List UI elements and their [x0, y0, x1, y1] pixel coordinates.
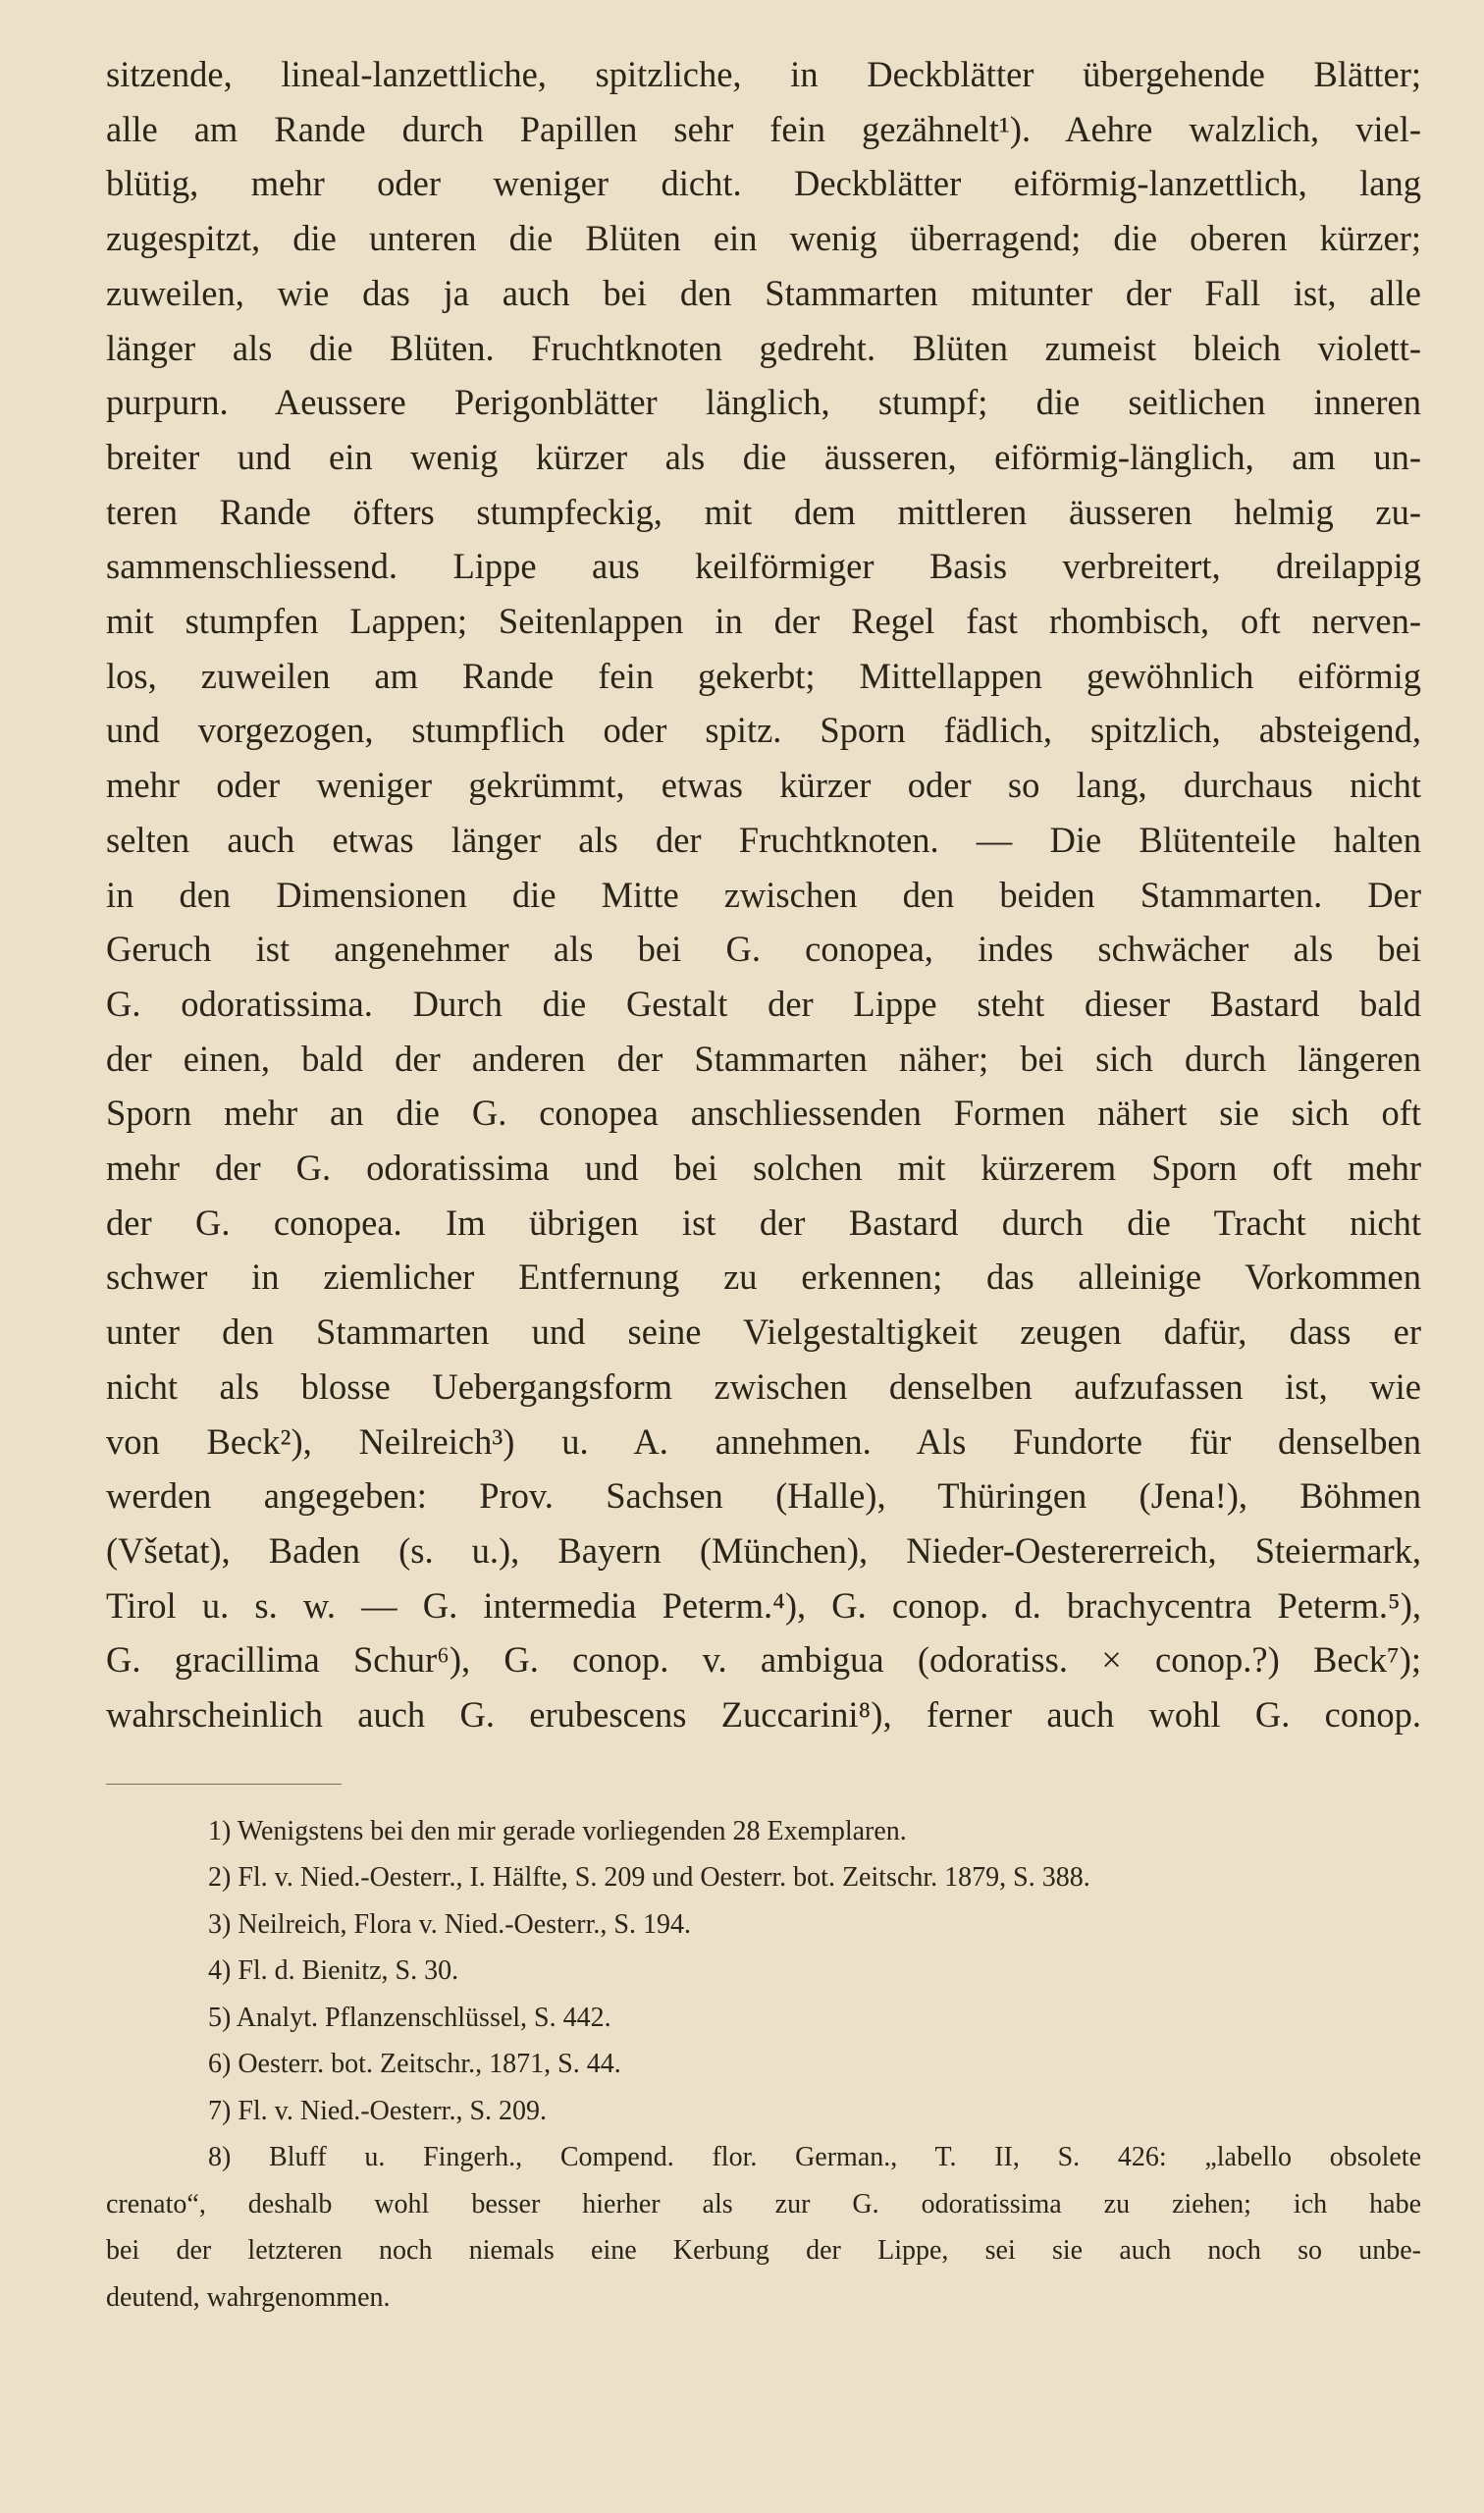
footnote-line: crenato“, deshalb wohl besser hierher als zur G. odoratissima zu ziehen; ich habe [106, 2188, 1421, 2219]
text-line: in den Dimensionen die Mitte zwischen den beiden Stammarten. Der [106, 874, 1421, 915]
footnote-line: bei der letzteren noch niemals eine Kerbung der Lippe, sei sie auch noch so unbe- [106, 2235, 1421, 2267]
text-line: mehr der G. odoratissima und bei solchen mit kürzerem Sporn oft mehr [106, 1148, 1421, 1189]
text-line: der einen, bald der anderen der Stammarten näher; bei sich durch längeren [106, 1038, 1421, 1079]
footnote: 2) Fl. v. Nied.-Oesterr., I. Hälfte, S. 209 und Oesterr. bot. Zeitschr. 1879, S. 388. [208, 1862, 1090, 1894]
text-line: zugespitzt, die unteren die Blüten ein wenig überragend; die oberen kürzer; [106, 218, 1421, 259]
footnote-line: deutend, wahrgenommen. [106, 2281, 391, 2313]
book-page [106, 47, 1421, 2321]
text-line: Sporn mehr an die G. conopea anschliessenden Formen nähert sie sich oft [106, 1093, 1421, 1134]
text-line: G. odoratissima. Durch die Gestalt der Lippe steht dieser Bastard bald [106, 983, 1421, 1024]
footnotes [106, 1808, 1421, 2322]
text-line: los, zuweilen am Rande fein gekerbt; Mittellappen gewöhnlich eiförmig [106, 655, 1421, 696]
text-line: alle am Rande durch Papillen sehr fein gezähnelt¹). Aehre walzlich, viel- [106, 108, 1421, 149]
footnote-8 [106, 2134, 1421, 2321]
text-line: mit stumpfen Lappen; Seitenlappen in der Regel fast rhombisch, oft nerven- [106, 601, 1421, 642]
main-paragraph [106, 47, 1421, 1742]
text-line: wahrscheinlich auch G. erubescens Zuccarini⁸), ferner auch wohl G. conop. [106, 1694, 1421, 1736]
text-line: purpurn. Aeussere Perigonblätter länglich, stumpf; die seitlichen inneren [106, 382, 1421, 423]
text-line: breiter und ein wenig kürzer als die äusseren, eiförmig-länglich, am un- [106, 436, 1421, 477]
footnote: 5) Analyt. Pflanzenschlüssel, S. 442. [208, 2002, 611, 2033]
text-line: mehr oder weniger gekrümmt, etwas kürzer oder so lang, durchaus nicht [106, 765, 1421, 806]
text-line: von Beck²), Neilreich³) u. A. annehmen. Als Fundorte für denselben [106, 1420, 1421, 1462]
text-line: der G. conopea. Im übrigen ist der Bastard durch die Tracht nicht [106, 1202, 1421, 1243]
text-line: selten auch etwas länger als der Fruchtknoten. — Die Blütenteile halten [106, 819, 1421, 860]
text-line: werden angegeben: Prov. Sachsen (Halle), Thüringen (Jena!), Böhmen [106, 1475, 1421, 1517]
text-line: blütig, mehr oder weniger dicht. Deckblätter eiförmig-lanzettlich, lang [106, 163, 1421, 204]
text-line: länger als die Blüten. Fruchtknoten gedreht. Blüten zumeist bleich violett- [106, 327, 1421, 368]
text-line: zuweilen, wie das ja auch bei den Stammarten mitunter der Fall ist, alle [106, 272, 1421, 313]
footnote: 7) Fl. v. Nied.-Oesterr., S. 209. [208, 2095, 548, 2126]
text-line: teren Rande öfters stumpfeckig, mit dem mittleren äusseren helmig zu- [106, 491, 1421, 532]
footnote-divider [106, 1784, 342, 1785]
text-line: nicht als blosse Uebergangsform zwischen denselben aufzufassen ist, wie [106, 1365, 1421, 1407]
footnote-line: 8) Bluff u. Fingerh., Compend. flor. German., T. II, S. 426: „labello obsolete [208, 2142, 1421, 2173]
text-line: G. gracillima Schur⁶), G. conop. v. ambigua (odoratiss. × conop.?) Beck⁷); [106, 1639, 1421, 1681]
footnote: 3) Neilreich, Flora v. Nied.-Oesterr., S. 194. [208, 1908, 691, 1940]
text-line: (Všetat), Baden (s. u.), Bayern (München), Nieder-Oestererreich, Steiermark, [106, 1529, 1421, 1571]
text-line: und vorgezogen, stumpflich oder spitz. Sporn fädlich, spitzlich, absteigend, [106, 710, 1421, 751]
text-line: sitzende, lineal-lanzettliche, spitzliche, in Deckblätter übergehende Blätter; [106, 54, 1421, 94]
text-line: sammenschliessend. Lippe aus keilförmiger Basis verbreitert, dreilappig [106, 546, 1421, 587]
text-line: Tirol u. s. w. — G. intermedia Peterm.⁴), G. conop. d. brachycentra Peterm.⁵), [106, 1584, 1421, 1626]
footnote: 6) Oesterr. bot. Zeitschr., 1871, S. 44. [208, 2049, 621, 2080]
footnote: 4) Fl. d. Bienitz, S. 30. [208, 1955, 459, 1987]
text-line: unter den Stammarten und seine Vielgestaltigkeit zeugen dafür, dass er [106, 1311, 1421, 1353]
text-line: schwer in ziemlicher Entfernung zu erkennen; das alleinige Vorkommen [106, 1256, 1421, 1298]
text-line: Geruch ist angenehmer als bei G. conopea, indes schwächer als bei [106, 929, 1421, 970]
footnote: 1) Wenigstens bei den mir gerade vorliegenden 28 Exemplaren. [208, 1815, 907, 1846]
